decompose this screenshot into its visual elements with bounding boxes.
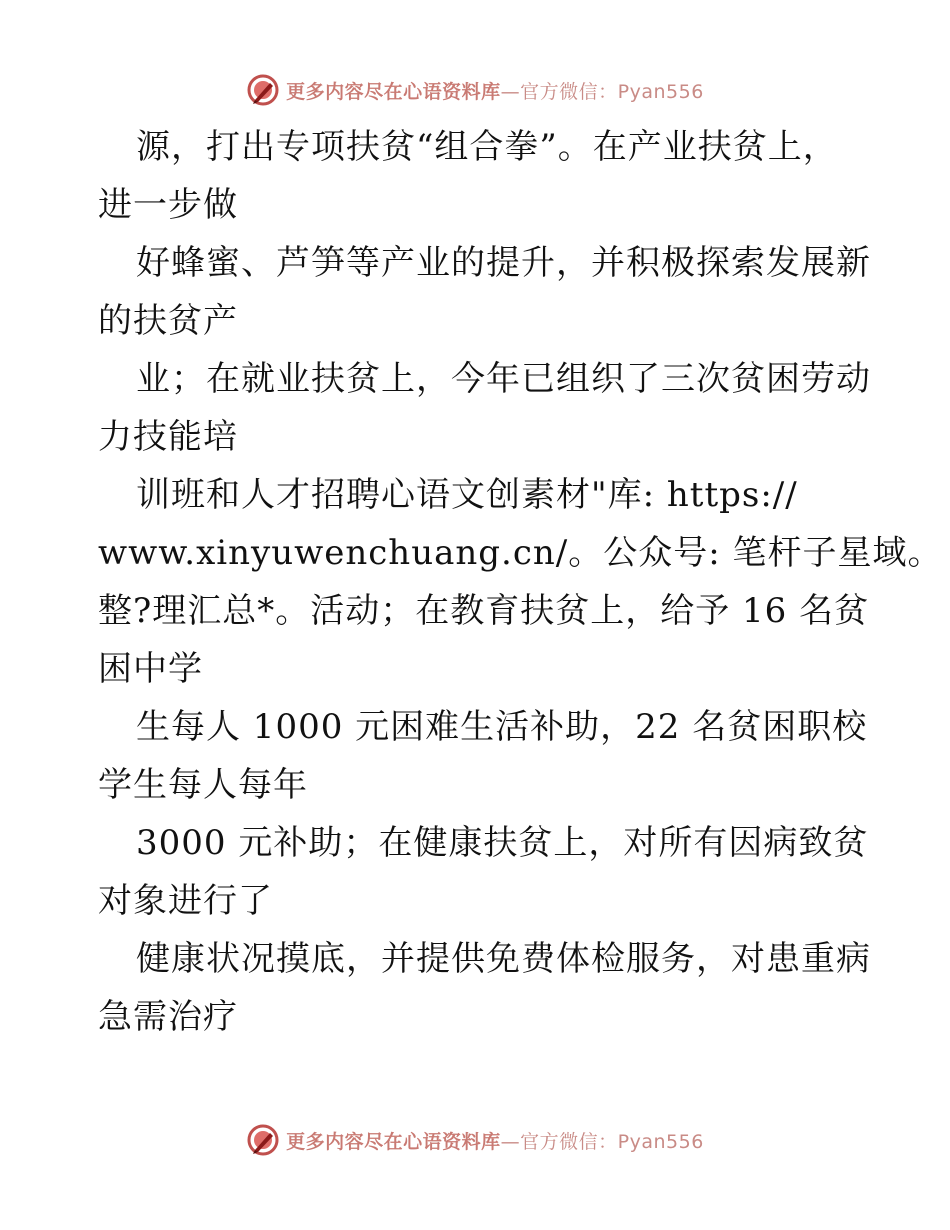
footer-watermark: [0, 1120, 950, 1160]
watermark-brand: 更多内容尽在心语资料库: [286, 1130, 501, 1153]
body-text-line: 3000 元补助；在健康扶贫上，对所有因病致贫: [136, 823, 869, 863]
watermark-dash: —: [500, 1130, 521, 1153]
body-text-line: 生每人 1000 元困难生活补助，22 名贫困职校: [136, 707, 868, 747]
pen-logo-icon: [246, 73, 280, 107]
body-text-line: 整?理汇总*。活动；在教育扶贫上，给予 16 名贫: [98, 591, 870, 631]
body-text-line: 训班和人才招聘心语文创素材"库: https://: [136, 475, 798, 515]
body-text-line: 困中学: [98, 649, 203, 689]
body-text-line: 急需治疗: [98, 997, 238, 1037]
body-text-line: 的扶贫产: [98, 301, 238, 341]
body-text-line: www.xinyuwenchuang.cn/。公众号: 笔杆子星域。: [98, 533, 943, 573]
watermark-wechat: 官方微信：Pyan556: [520, 80, 704, 103]
body-text-line: 进一步做: [98, 185, 238, 225]
body-text-line: 学生每人每年: [98, 765, 308, 805]
document-body: [98, 118, 943, 1046]
body-text-line: 好蜂蜜、芦笋等产业的提升，并积极探索发展新: [136, 243, 871, 283]
watermark-text: [286, 77, 704, 104]
body-text-line: 力技能培: [98, 417, 238, 457]
watermark-dash: —: [500, 80, 521, 103]
body-text-line: 业；在就业扶贫上，今年已组织了三次贫困劳动: [136, 359, 871, 399]
watermark-text: [286, 1127, 704, 1154]
pen-logo-icon: [246, 1123, 280, 1157]
body-text-line: 健康状况摸底，并提供免费体检服务，对患重病: [136, 939, 871, 979]
body-text-line: 源，打出专项扶贫“组合拳”。在产业扶贫上，: [136, 127, 838, 167]
body-text-line: 对象进行了: [98, 881, 273, 921]
header-watermark: [0, 70, 950, 110]
watermark-brand: 更多内容尽在心语资料库: [286, 80, 501, 103]
watermark-wechat: 官方微信：Pyan556: [520, 1130, 704, 1153]
